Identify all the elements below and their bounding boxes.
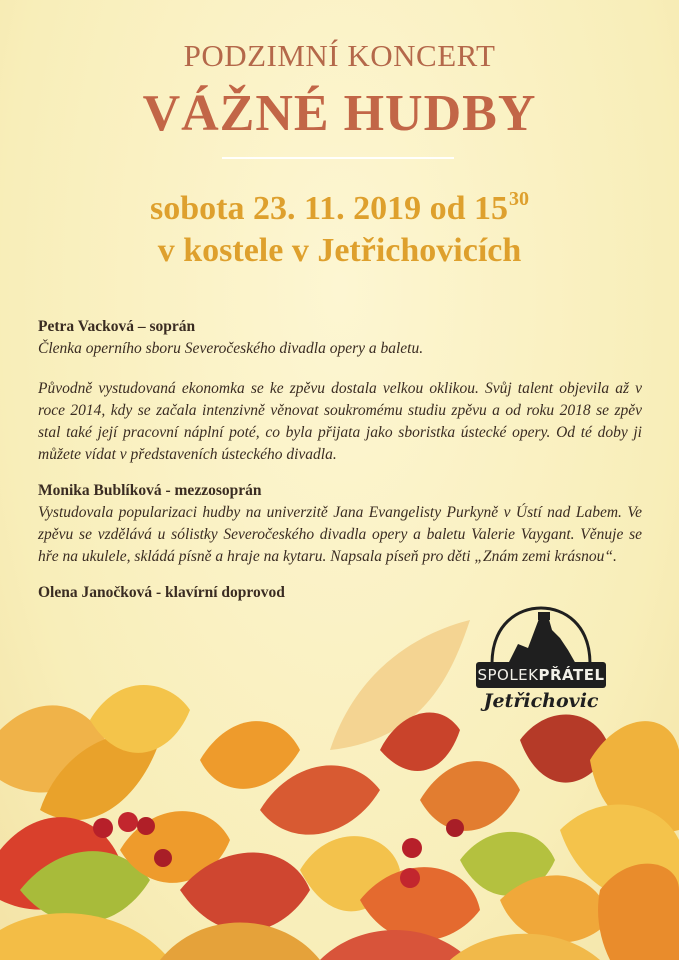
concert-title: VÁŽNÉ HUDBY	[142, 85, 537, 142]
event-date-text: sobota 23. 11. 2019 od 15	[150, 190, 508, 227]
spolek-pratel-logo	[476, 604, 606, 722]
berry	[118, 812, 138, 832]
berry	[137, 817, 155, 835]
performer-bio: Původně vystudovaná ekonomka se ke zpěvu dostala velkou oklikou. Svůj talent objevila až v roce 2014, kdy se začala intenzivně věnovat soukromému studiu zpěvu a od roku 2018 se zpěv stal také její pracovní náplní poté, co byla přijata jako sboristka ústecké opery. Od té doby ji můžete vídat v představeních ústeckého divadla.	[38, 380, 642, 463]
performer-name: Monika Bublíková - mezzosoprán	[38, 482, 262, 499]
title-divider	[222, 157, 454, 159]
logo-script-text: Jetřichovic	[483, 690, 599, 712]
leaf	[200, 721, 300, 789]
performer-name: Olena Janočková - klavírní doprovod	[38, 584, 285, 601]
concert-subtitle: PODZIMNÍ KONCERT	[183, 38, 496, 73]
performer-role: Členka operního sboru Severočeského divadla opery a baletu.	[38, 340, 424, 357]
logo-band	[476, 662, 606, 688]
leaf	[160, 923, 320, 960]
logo-word-pratel: PŘÁTEL	[538, 666, 605, 684]
berry	[154, 849, 172, 867]
leaf	[420, 761, 520, 831]
berry	[402, 838, 422, 858]
event-place: v kostele v Jetřichovicích	[157, 232, 522, 269]
castle-rock-icon	[488, 604, 594, 664]
performer-name: Petra Vacková – soprán	[38, 318, 196, 335]
leaf	[260, 765, 380, 834]
performers-section	[38, 316, 642, 604]
leaf	[0, 913, 170, 960]
logo-word-spolek: SPOLEK	[477, 666, 539, 684]
berry	[400, 868, 420, 888]
berry	[446, 819, 464, 837]
performer-bio: Vystudovala popularizaci hudby na univerzitě Jana Evangelisty Purkyně v Ústí nad Labem. Ve zpěvu se vzdělává u sólistky Severočeského divadla opery a baletu Valerie Vaygant. Věnuje se hře na ukulele, skládá písně a hraje na kytaru. Napsala píseň pro děti „Znám zemi krásnou“.	[38, 504, 642, 565]
event-date	[0, 188, 679, 228]
event-time-superscript: 30	[509, 188, 529, 210]
berry	[93, 818, 113, 838]
